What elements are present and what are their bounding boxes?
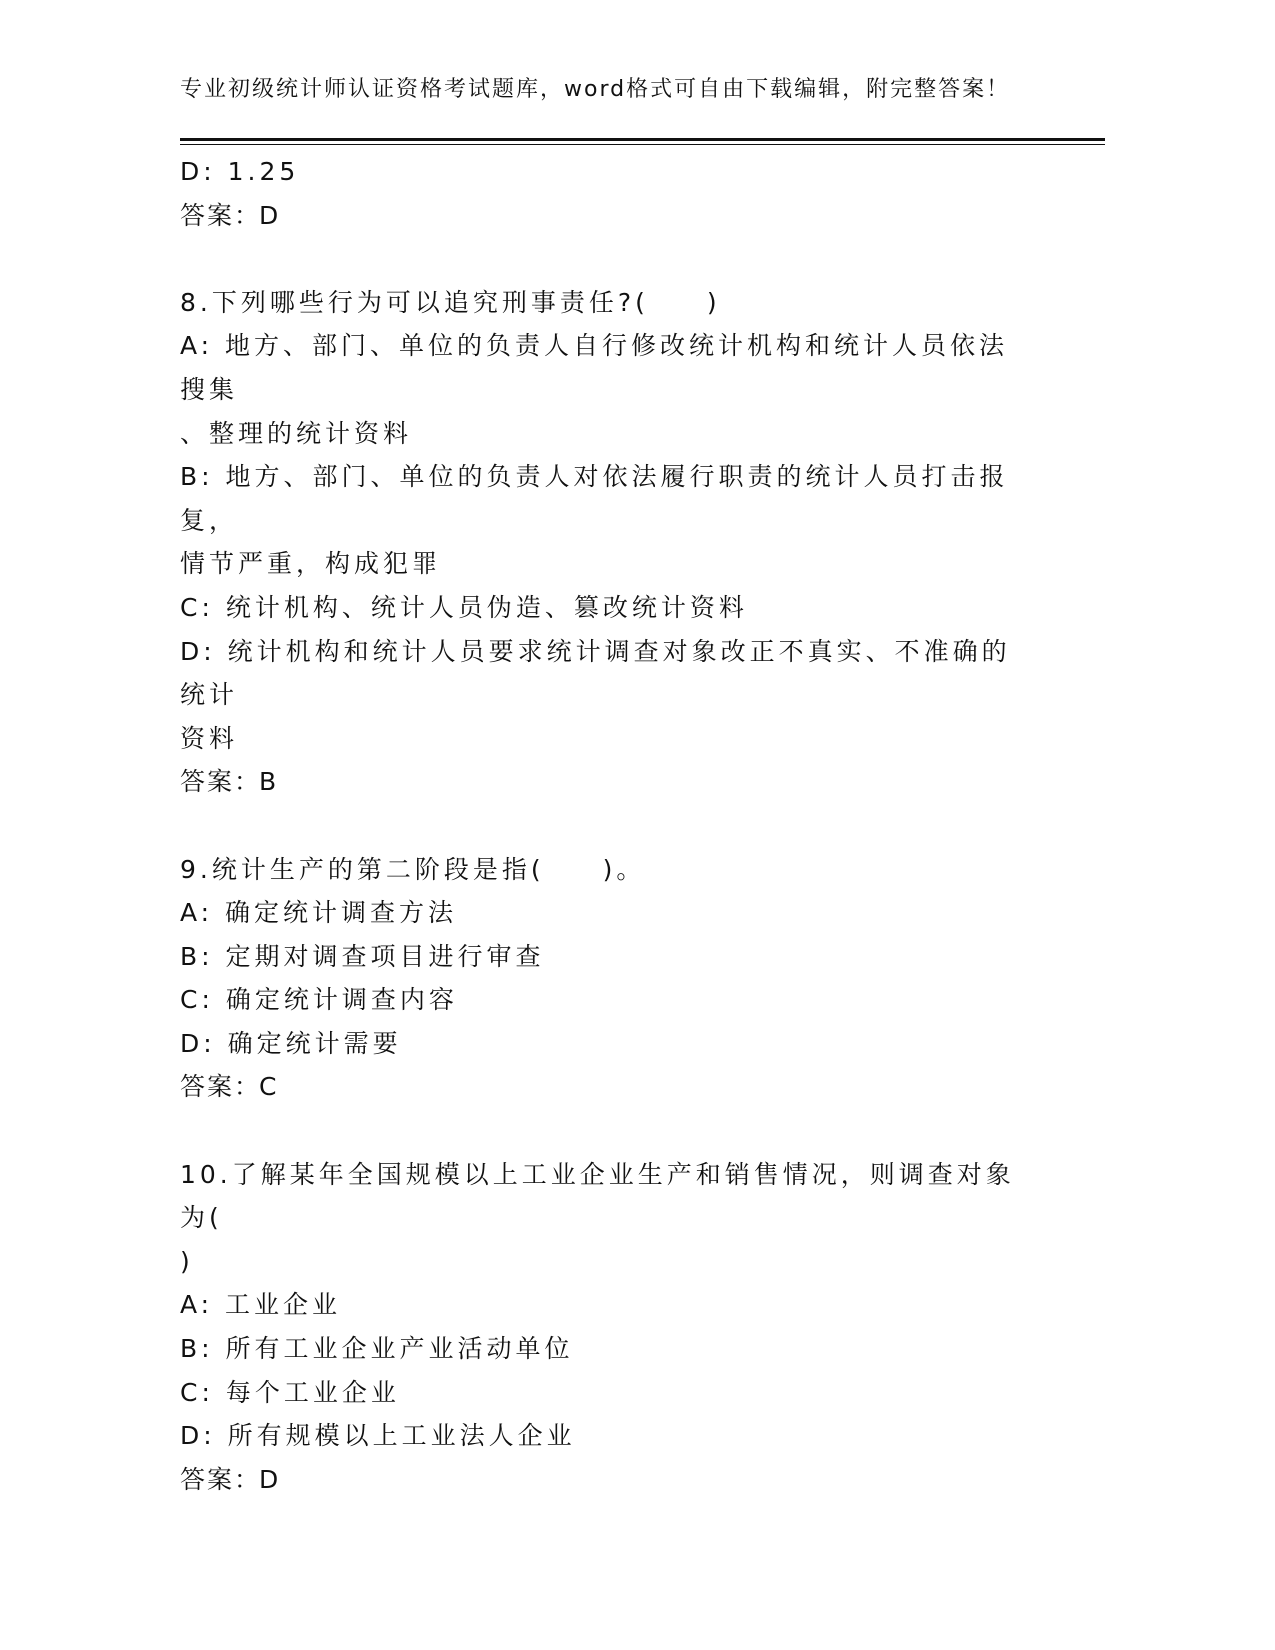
q8-option-b-line2: 情节严重，构成犯罪 [180,549,442,579]
q10-option-d: D: 所有规模以上工业法人企业 [180,1421,576,1451]
q10-question-line1: 10.了解某年全国规模以上工业企业生产和销售情况，则调查对象为( [180,1159,1015,1233]
answer-label: 答案 [180,1464,235,1494]
prev-option-d: D: 1.25 [180,157,300,186]
page-header: 专业初级统计师认证资格考试题库，word格式可自由下载编辑，附完整答案！ [180,77,1011,102]
answer-separator: ： [234,1464,260,1494]
header-divider [180,138,1105,145]
q9-answer [180,1065,1030,1109]
q8-option-d-line1: D: 统计机构和统计人员要求统计调查对象改正不真实、不准确的统计 [180,636,1011,710]
q8-option-b-line1: B: 地方、部门、单位的负责人对依法履行职责的统计人员打击报复， [180,462,1009,535]
q8-question: 8.下列哪些行为可以追究刑事责任?( ) [180,287,721,317]
spacer [180,237,1030,281]
answer-label: 答案 [180,767,235,797]
spacer [180,804,1030,848]
answer-separator: ： [234,200,260,230]
answer-value: B [259,767,277,797]
answer-label: 答案 [180,200,235,230]
spacer [180,1109,1030,1153]
answer-separator: ： [234,1072,260,1102]
q10-option-c: C: 每个工业企业 [180,1377,400,1407]
q10-option-b: B: 所有工业企业产业活动单位 [180,1334,574,1364]
q9-question: 9.统计生产的第二阶段是指( )。 [180,854,646,884]
document-body [180,150,1030,1501]
q9-option-c: C: 确定统计调查内容 [180,985,458,1015]
q9-option-b: B: 定期对调查项目进行审查 [180,941,545,971]
q8-answer [180,760,1030,804]
q8-option-a-line2: 、整理的统计资料 [180,418,413,448]
answer-value: D [259,1464,279,1494]
q8-option-a-line1: A: 地方、部门、单位的负责人自行修改统计机构和统计人员依法搜集 [180,331,1009,404]
q9-option-a: A: 确定统计调查方法 [180,898,458,928]
answer-value: C [259,1072,277,1102]
answer-value: D [259,200,279,230]
q9-option-d: D: 确定统计需要 [180,1028,402,1058]
q10-answer [180,1458,1030,1502]
q8-option-c: C: 统计机构、统计人员伪造、篡改统计资料 [180,592,748,622]
prev-answer [180,194,1030,238]
q8-option-d-line2: 资料 [180,723,239,753]
q10-option-a: A: 工业企业 [180,1290,342,1320]
answer-separator: ： [234,767,260,797]
answer-label: 答案 [180,1072,235,1102]
q10-question-line2: ) [180,1246,194,1276]
